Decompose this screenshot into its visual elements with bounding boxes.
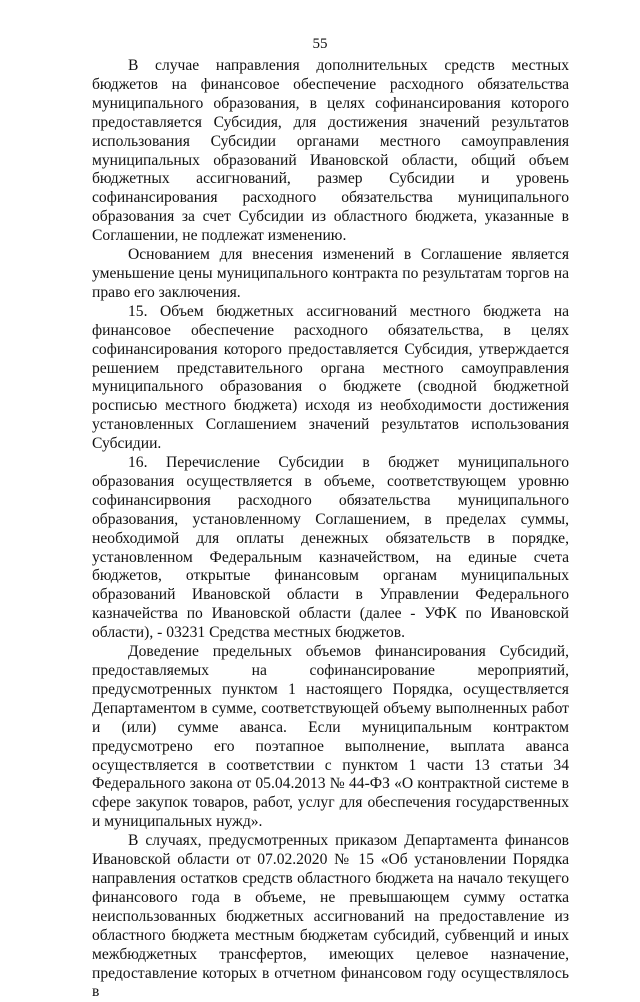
paragraph: В случаях, предусмотренных приказом Департамента финансов Ивановской области от 07.02.2020 № 15 «Об установлении Порядка направления остатков средств областного бюджета на начало текущего финансового года в объеме, не превышающем сумму остатка неиспользованных бюджетных ассигнований на предоставление из областного бюджета местным бюджетам субсидий, субвенций и иных межбюджетных трансфертов, имеющих целевое назначение, предоставление которых в отчетном финансовом году осуществлялось в xyxy=(92,832,569,1001)
paragraph: 15. Объем бюджетных ассигнований местного бюджета на финансовое обеспечение расходного обязательства, в целях софинансирования которого предоставляется Субсидия, утверждается решением представительного органа местного самоуправления муниципального образования о бюджете (сводной бюджетной росписью местного бюджета) исходя из необходимости достижения установленных Соглашением значений результатов использования Субсидии. xyxy=(92,302,569,453)
paragraph: Доведение предельных объемов финансирования Субсидий, предоставляемых на софинансирование мероприятий, предусмотренных пунктом 1 настоящего Порядка, осуществляется Департаментом в сумме, соответствующей объему выполненных работ и (или) сумме аванса. Если муниципальным контрактом предусмотрено его поэтапное выполнение, выплата аванса осуществляется в соответствии с пунктом 1 части 13 статьи 34 Федерального закона от 05.04.2013 № 44-ФЗ «О контрактной системе в сфере закупок товаров, работ, услуг для обеспечения государственных и муниципальных нужд». xyxy=(92,643,569,831)
paragraph: 16. Перечисление Субсидии в бюджет муниципального образования осуществляется в объеме, соответствующем уровню софинансирвония расходного обязательства муниципального образования, установленному Соглашением, в пределах суммы, необходимой для оплаты денежных обязательств в порядке, установленном Федеральным казначейством, на единые счета бюджетов, открытые финансовым органам муниципальных образований Ивановской области в Управлении Федерального казначейства по Ивановской области (далее - УФК по Ивановской области), - 03231 Средства местных бюджетов. xyxy=(92,454,569,642)
page-number: 55 xyxy=(312,36,328,52)
paragraph: В случае направления дополнительных средств местных бюджетов на финансовое обеспечение расходного обязательства муниципального образования, в целях софинансирования которого предоставляется Субсидия, для достижения значений результатов использования Субсидии органами местного самоуправления муниципальных образований Ивановской области, общий объем бюджетных ассигнований, размер Субсидии и уровень софинансирования расходного обязательства муниципального образования за счет Субсидии из областного бюджета, указанные в Соглашении, не подлежат изменению. xyxy=(92,57,569,245)
paragraph: Основанием для внесения изменений в Соглашение является уменьшение цены муниципального контракта по результатам торгов на право его заключения. xyxy=(92,246,569,301)
document-body xyxy=(92,57,569,1002)
